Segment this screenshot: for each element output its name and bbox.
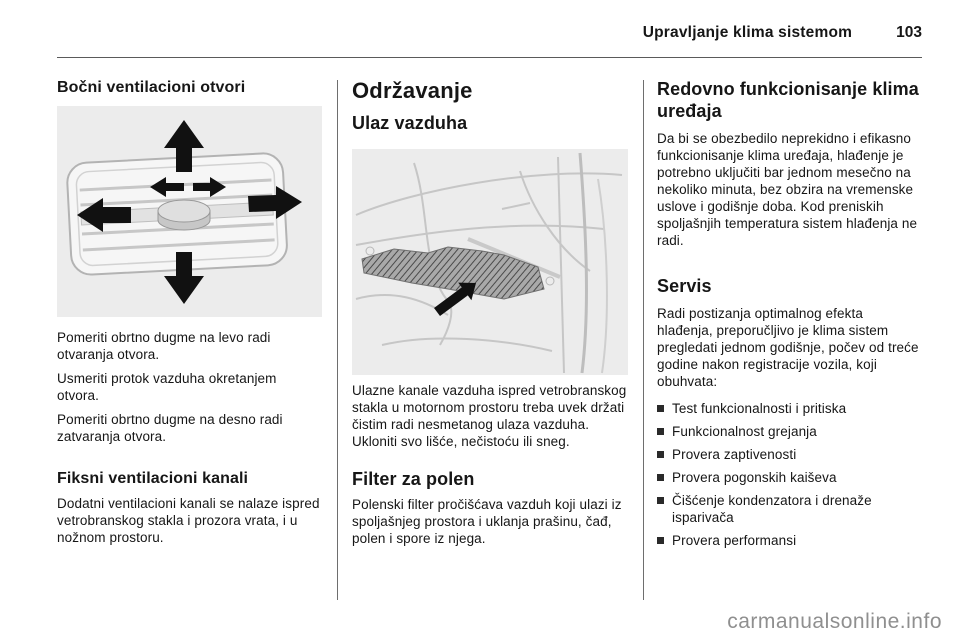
vent-paragraph-open: Pomeriti obrtno dugme na levo radi otvaranja otvora. bbox=[57, 330, 271, 362]
list-item-text: Funkcionalnost grejanja bbox=[672, 424, 817, 439]
list-item-text: Provera zaptivenosti bbox=[672, 447, 797, 462]
pollen-filter-heading: Filter za polen bbox=[352, 469, 475, 489]
vent-knob bbox=[158, 200, 210, 230]
side-vents-heading: Bočni ventilacioni otvori bbox=[57, 79, 246, 96]
pollen-filter-paragraph: Polenski filter pročišćava vazduh koji ulazi iz spoljašnjeg prostora i uklanja prašinu, čađ, polen i spore iz njega. bbox=[352, 497, 622, 546]
bullet-square-icon bbox=[657, 537, 664, 544]
vent-paragraph-close: Pomeriti obrtno dugme na desno radi zatvaranja otvora. bbox=[57, 412, 283, 444]
maintenance-heading: Održavanje bbox=[352, 78, 473, 103]
list-item bbox=[657, 532, 922, 549]
list-item-text: Provera pogonskih kaiševa bbox=[672, 470, 837, 485]
right-column bbox=[657, 78, 922, 555]
watermark-text: carmanualsonline.info bbox=[727, 610, 942, 633]
air-intake-paragraph: Ulazne kanale vazduha ispred vetrobranskog stakla u motornom prostoru treba uvek držati čistim radi nesmetanog ulaza vazduha. Ukloniti svo lišće, nečistoću ili sneg. bbox=[352, 383, 627, 449]
page-number: 103 bbox=[896, 24, 922, 41]
bullet-square-icon bbox=[657, 451, 664, 458]
list-item bbox=[657, 400, 922, 417]
column-divider-left bbox=[337, 80, 338, 600]
regular-operation-heading: Redovno funkcionisanje klima uređaja bbox=[657, 79, 919, 121]
air-intake-heading: Ulaz vazduha bbox=[352, 113, 468, 133]
column-divider-right bbox=[643, 80, 644, 600]
service-paragraph: Radi postizanja optimalnog efekta hlađenja, preporučljivo je klima sistem pregledati jednom godišnje, počev od treće godine nakon registracije vozila, koji obuhvata: bbox=[657, 306, 919, 389]
list-item-text: Čišćenje kondenzatora i drenaže isparivača bbox=[672, 493, 872, 525]
list-item-text: Test funkcionalnosti i pritiska bbox=[672, 401, 847, 416]
service-heading: Servis bbox=[657, 276, 712, 296]
header-rule bbox=[57, 57, 922, 58]
bullet-square-icon bbox=[657, 405, 664, 412]
list-item bbox=[657, 423, 922, 440]
fixed-vents-heading: Fiksni ventilacioni kanali bbox=[57, 470, 249, 487]
service-checklist bbox=[657, 400, 922, 549]
list-item-text: Provera performansi bbox=[672, 533, 797, 548]
left-column bbox=[57, 78, 322, 546]
arrow-up-shaft bbox=[176, 146, 192, 172]
vent-paragraph-direct: Usmeriti protok vazduha okretanjem otvora. bbox=[57, 371, 277, 403]
bullet-square-icon bbox=[657, 497, 664, 504]
page-header-title: Upravljanje klima sistemom bbox=[642, 24, 853, 41]
bullet-square-icon bbox=[657, 474, 664, 481]
regular-operation-paragraph: Da bi se obezbedilo neprekidno i efikasno funkcionisanje klima uređaja, hlađenje je potrebno uključiti bar jednom mesečno na nekoliko minuta, bez obzira na vremenske uslove i godišnje doba. Kod preniskih spoljašnjih temperatura sistem hlađenja ne radi. bbox=[657, 131, 918, 248]
list-item bbox=[657, 492, 922, 526]
page-header bbox=[57, 24, 922, 42]
list-item bbox=[657, 446, 922, 463]
fixed-vents-paragraph: Dodatni ventilacioni kanali se nalaze ispred vetrobranskog stakla i prozora vrata, i u nožnom prostoru. bbox=[57, 496, 320, 545]
middle-column bbox=[352, 78, 628, 547]
side-vent-figure bbox=[57, 106, 322, 317]
list-item bbox=[657, 469, 922, 486]
bullet-square-icon bbox=[657, 428, 664, 435]
air-intake-figure bbox=[352, 149, 628, 375]
